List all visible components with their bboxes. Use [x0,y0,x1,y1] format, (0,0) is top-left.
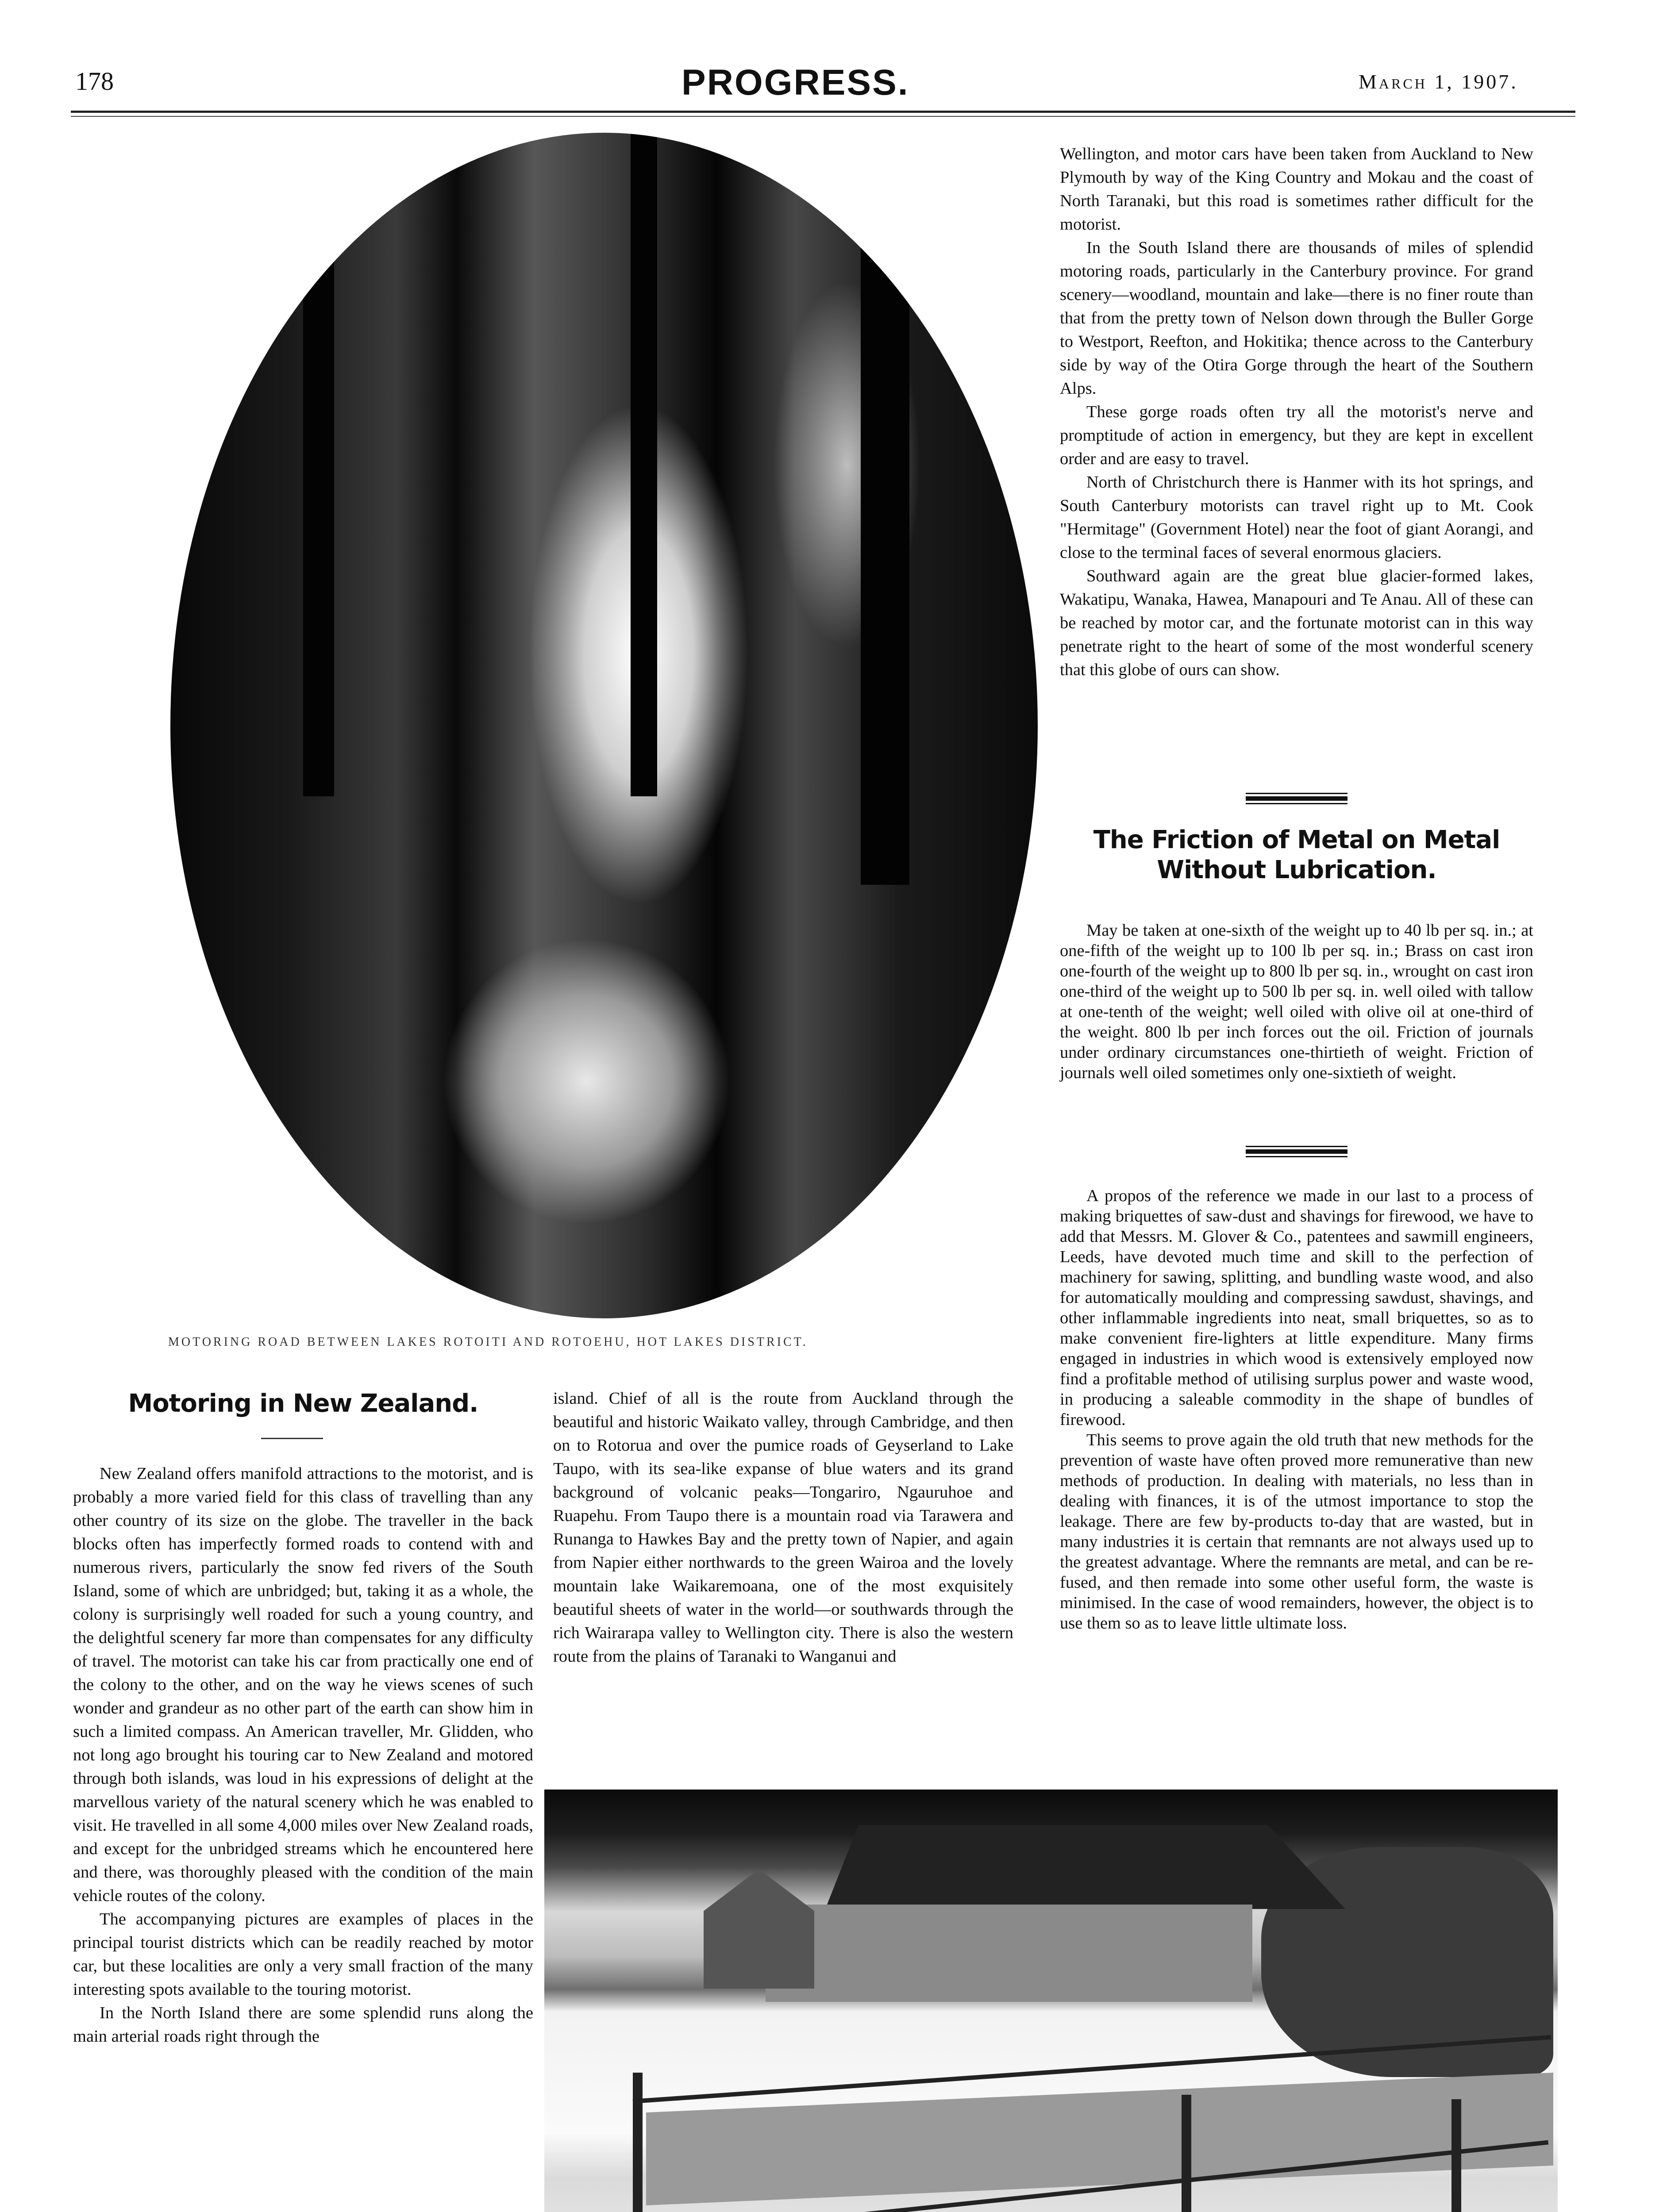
header-rule [71,111,1575,113]
issue-date: March 1, 1907. [1359,70,1518,93]
tree-trunk [861,133,909,885]
tree-trunk [631,133,657,796]
building-roof [792,1825,1345,1909]
briquettes-paragraph: A propos of the reference we made in our last to a process of making briquettes of saw-dust and shavings for firewood, we have to add that Messrs. M. Glover & Co., patentees and sawmill engineers, Leeds, have devoted much time and skill to the perfection of machinery for sawing, splitting, and bundling waste wood, and also for automatically moulding and compressing sawdust, shavings, and other inflammable ingredients into neat, small briquettes, so as to make convenient fire-lighters at little expenditure. Many firms engaged in industries in which wood is extensively employed now find a profitable method of utilising surplus power and waste wood, in producing a saleable commodity in the shape of bundles of firewood. [1060,1187,1533,1429]
motoring-paragraph: island. Chief of all is the route from Auckland through the beautiful and historic Waikato valley, through Cambridge, and then on to Rotorua and over the pumice roads of Geyserland to Lake Taupo, with its sea-like expanse of blue waters and its grand background of volcanic peaks—Tongariro, Ngauruhoe and Ruapehu. From Taupo there is a mountain road via Tarawera and Runanga to Hawkes Bay and the pretty town of Napier, and again from Napier either northwards to the green Wairoa and the lovely mountain lake Waikaremoana, one of the most exquisitely beautiful sheets of water in the world—or southwards through the rich Wairarapa valley to Wellington city. There is also the western route from the plains of Taranaki to Wanganui and [553,1389,1013,1666]
motoring-paragraph: North of Christchurch there is Hanmer with its hot springs, and South Canterbury motorists can travel right up to Mt. Cook "Hermitage" (Government Hotel) near the foot of giant Aorangi, and close to the terminal faces of several enormous glaciers. [1060,473,1533,562]
gatehouse [704,1869,814,1989]
motoring-paragraph: In the North Island there are some splendid runs along the main arterial roads right through the [73,2004,533,2046]
motoring-paragraph: These gorge roads often try all the motorist's nerve and promptitude of action in emergency, but they are kept in excellent order and are easy to travel. [1060,403,1533,468]
motoring-paragraph: Southward again are the great blue glacier-formed lakes, Wakatipu, Wanaka, Hawea, Manapouri and Te Anau. All of these can be reached by motor car, and the fortunate motorist can in this way penetrate right to the heart of some of the most wonderful scenery that this globe of ours can show. [1060,567,1533,679]
fence-post [633,2073,643,2212]
briquettes-paragraph: This seems to prove again the old truth that new methods for the prevention of waste have often proved more remunerative than new methods of production. In dealing with materials, no less than in dealing with finances, it is of the utmost importance to stop the leakage. There are few by-products to-day that are wasted, but in many industries it is certain that remnants are not always used up to the greatest advantage. Where the remnants are metal, and can be re-fused, and then remade into some other useful form, the waste is minimised. In the case of wood remainders, however, the object is to use them so as to leave little ultimate loss. [1060,1431,1533,1632]
title-rule [261,1438,323,1439]
forest-road-photo [170,133,1038,1318]
section-divider [1246,1146,1347,1157]
fence-post [1451,2099,1461,2212]
motoring-paragraph: New Zealand offers manifold attractions to the motorist, and is probably a more varied field for this class of travelling than any other country of its size on the globe. The traveller in the back blocks often has imperfectly formed roads to contend with and numerous rivers, particularly the snow fed rivers of the South Island, some of which are unbridged; but, taking it as a whole, the colony is surprisingly well roaded for such a young country, and the delightful scenery far more than compensates for any difficulty of travel. The motorist can take his car from practically one end of the colony to the other, and on the way he views scenes of such wonder and grandeur as no other part of the earth can show him in such a limited compass. An American traveller, Mr. Glidden, who not long ago brought his touring car to New Zealand and motored through both islands, was loud in his expressions of delight at the marvellous variety of the natural scenery which he was enabled to visit. He travelled in all some 4,000 miles over New Zealand roads, and except for the unbridged streams which he encountered here and there, was thoroughly pleased with the condition of the main vehicle routes of the colony. [73,1464,533,1905]
motoring-title: Motoring in New Zealand. [128,1389,478,1418]
friction-title: The Friction of Metal on Metal Without Lubrication. [1093,826,1500,884]
header-rule-thin [71,116,1575,117]
masthead: PROGRESS. [681,62,909,103]
motoring-paragraph: In the South Island there are thousands of miles of splendid motoring roads, particularly in the Canterbury province. For grand scenery—woodland, mountain and lake—there is no finer route than that from the pretty town of Nelson down through the Buller Gorge to Westport, Reefton, and Hokitika; thence across to the Canterbury side by way of the Otira Gorge through the heart of the Southern Alps. [1060,238,1533,398]
tree-trunk [303,221,334,796]
briquettes-article [1060,1186,1533,1633]
forest-photo-caption: MOTORING ROAD BETWEEN LAKES ROTOITI AND ROTOEHU, HOT LAKES DISTRICT. [168,1335,808,1349]
friction-body [1060,920,1533,1083]
fence-post [1182,2095,1191,2212]
motoring-paragraph: The accompanying pictures are examples of places in the principal tourist districts which can be readily reached by motor car, but these localities are only a very small fraction of the many interesting spots available to the touring motorist. [73,1910,533,1999]
motoring-continued [1060,142,1533,682]
government-gardens-photo [544,1790,1558,2212]
page-number: 178 [75,67,114,96]
section-divider [1246,793,1347,804]
motoring-paragraph: Wellington, and motor cars have been taken from Auckland to New Plymouth by way of the King Country and Mokau and the coast of North Taranaki, but this road is sometimes rather difficult for the motorist. [1060,145,1533,234]
friction-paragraph: May be taken at one-sixth of the weight up to 40 lb per sq. in.; at one-fifth of the weight up to 100 lb per sq. in.; Brass on cast iron one-fourth of the weight up to 800 lb per sq. in., wrought on cast iron one-third of the weight up to 500 lb per sq. in. well oiled with tallow at one-tenth of the weight; well oiled with olive oil at one-third of the weight. 800 lb per inch forces out the oil. Friction of journals under ordinary circumstances one-thirtieth of weight. Friction of journals well oiled sometimes only one-sixtieth of weight. [1060,921,1533,1082]
building [766,1905,1252,2002]
motoring-left-column [73,1462,533,2048]
motoring-middle-column [553,1387,1013,1668]
